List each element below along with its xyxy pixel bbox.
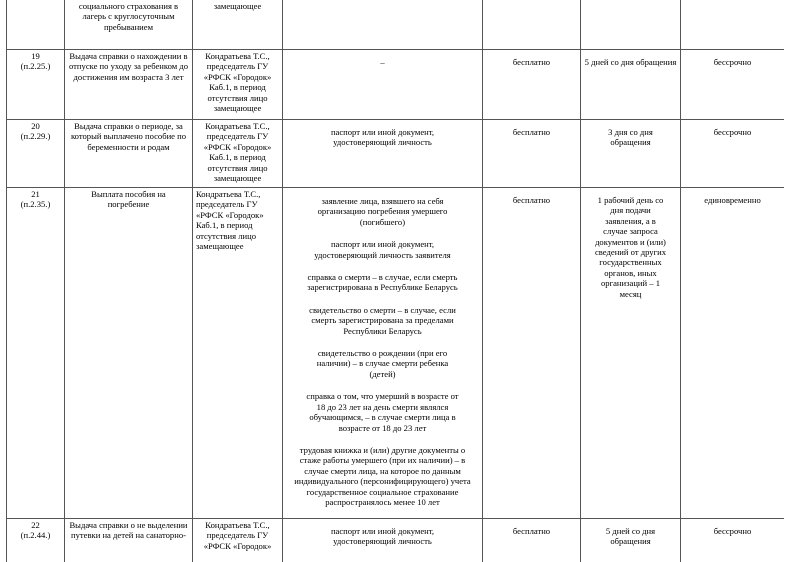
validity-value: бессрочно <box>713 526 752 536</box>
cell-responsible <box>193 0 283 50</box>
cell-number <box>7 0 65 50</box>
cell-responsible <box>193 188 283 519</box>
cell-documents <box>283 519 483 562</box>
required-document: трудовая книжка и (или) другие документы о стаже работы умершего (при их наличии) – в случае смерти лица, на которое по данным индивидуального (персонифицирующего) учета государственное социальное страхование распространялось менее 10 лет <box>294 444 471 507</box>
required-document: справка о смерти – в случае, если смерть зарегистрирована в Республике Беларусь <box>307 272 458 293</box>
cell-validity <box>681 0 785 50</box>
table-row <box>7 519 785 562</box>
cell-procedure-name <box>65 519 193 562</box>
procedure-number: 22 (п.2.44.) <box>20 520 51 541</box>
required-document: справка о том, что умерший в возрасте от 18 до 23 лет на день смерти являлся обучающимся, – в случае смерти лица в возрасте от 18 до 23 лет <box>306 391 459 433</box>
cell-number <box>7 50 65 120</box>
cell-term <box>581 0 681 50</box>
required-document: паспорт или иной документ, удостоверяющий личность <box>330 526 435 547</box>
cell-fee <box>483 188 581 519</box>
responsible-person: Кондратьева Т.С., председатель ГУ «РФСК «Городок» <box>203 520 272 551</box>
cell-documents <box>283 120 483 188</box>
cell-responsible <box>193 120 283 188</box>
documents-list <box>286 189 479 507</box>
validity-value: единовременно <box>704 195 761 205</box>
cell-fee <box>483 50 581 120</box>
procedures-table <box>6 0 784 562</box>
cell-fee <box>483 519 581 562</box>
term-value: 5 дней со дня обращения <box>584 57 677 67</box>
cell-documents <box>283 50 483 120</box>
procedure-number: 20 (п.2.29.) <box>20 121 51 142</box>
term-value: 5 дней со дня обращения <box>605 526 656 547</box>
cell-validity <box>681 120 785 188</box>
procedure-name: социального страхования в лагерь с круглосуточным пребыванием <box>78 1 179 32</box>
term-value: 1 рабочий день со дня подачи заявления, а в случае запроса документов и (или) сведений от других государственных органов, иных организаций – 1 месяц <box>594 195 667 299</box>
cell-term <box>581 188 681 519</box>
fee-value: бесплатно <box>512 526 551 536</box>
responsible-person: Кондратьева Т.С., председатель ГУ «РФСК «Городок» Каб.1, в период отсутствия лицо замещающее <box>196 189 264 252</box>
validity-value: бессрочно <box>713 127 752 137</box>
cell-number <box>7 519 65 562</box>
required-document: паспорт или иной документ, удостоверяющий личность <box>330 127 435 148</box>
cell-term <box>581 519 681 562</box>
cell-procedure-name <box>65 50 193 120</box>
fee-value: бесплатно <box>512 195 551 205</box>
cell-validity <box>681 188 785 519</box>
required-document: – <box>380 57 385 67</box>
document-page <box>6 0 784 562</box>
table-row <box>7 120 785 188</box>
procedure-name: Выплата пособия на погребение <box>91 189 166 210</box>
cell-procedure-name <box>65 120 193 188</box>
cell-procedure-name <box>65 188 193 519</box>
table-row <box>7 0 785 50</box>
procedure-number: 19 (п.2.25.) <box>20 51 51 72</box>
cell-responsible <box>193 519 283 562</box>
procedure-name: Выдача справки о нахождении в отпуске по уходу за ребенком до достижения им возраста 3 лет <box>68 51 189 82</box>
procedure-name: Выдача справки о периоде, за который выплачено пособие по беременности и родам <box>70 121 187 152</box>
procedure-name: Выдача справки о не выделении путевки на детей на санаторно- <box>69 520 188 541</box>
validity-value: бессрочно <box>713 57 752 67</box>
cell-number <box>7 120 65 188</box>
cell-documents <box>283 0 483 50</box>
cell-validity <box>681 50 785 120</box>
table-row <box>7 50 785 120</box>
cell-term <box>581 120 681 188</box>
required-document: свидетельство о рождении (при его наличии) – в случае смерти ребенка (детей) <box>316 348 449 379</box>
cell-documents <box>283 188 483 519</box>
cell-fee <box>483 0 581 50</box>
cell-fee <box>483 120 581 188</box>
cell-number <box>7 188 65 519</box>
cell-responsible <box>193 50 283 120</box>
term-value: 3 дня со дня обращения <box>608 127 653 148</box>
responsible-person: замещающее <box>213 1 262 11</box>
responsible-person: Кондратьева Т.С., председатель ГУ «РФСК «Городок» Каб.1, в период отсутствия лицо замещающее <box>203 51 272 114</box>
responsible-person: Кондратьева Т.С., председатель ГУ «РФСК «Городок» Каб.1, в период отсутствия лицо замещающее <box>203 121 272 184</box>
required-document: паспорт или иной документ, удостоверяющий личность заявителя <box>314 239 451 260</box>
cell-validity <box>681 519 785 562</box>
cell-term <box>581 50 681 120</box>
fee-value: бесплатно <box>512 57 551 67</box>
cell-procedure-name <box>65 0 193 50</box>
table-row <box>7 188 785 519</box>
required-document: свидетельство о смерти – в случае, если смерть зарегистрирована за пределами Республики Беларусь <box>309 304 456 336</box>
fee-value: бесплатно <box>512 127 551 137</box>
procedure-number: 21 (п.2.35.) <box>20 189 51 210</box>
required-document: заявление лица, взявшего на себя организацию погребения умершего (погибшего) <box>317 196 448 227</box>
